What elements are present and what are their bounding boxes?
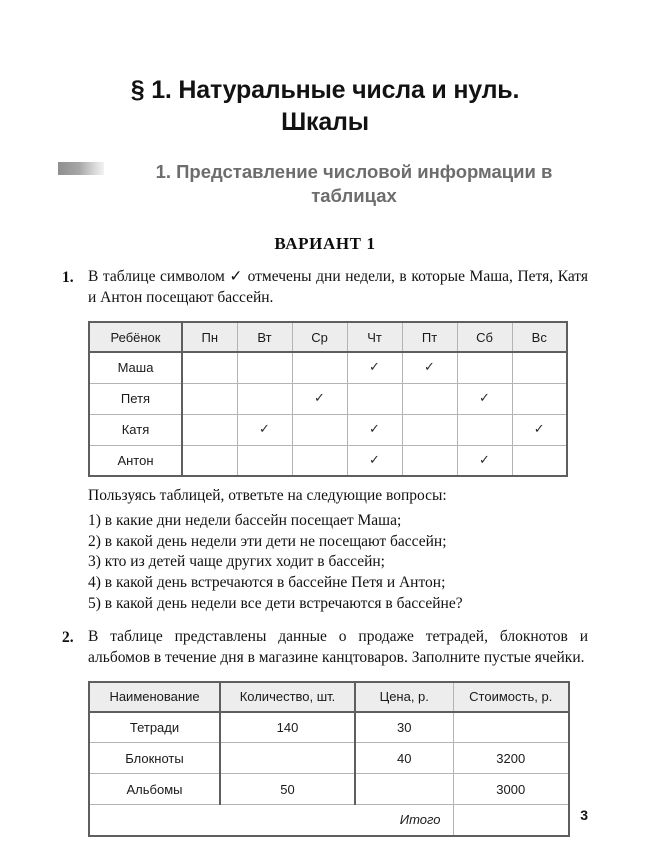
attendance-cell-empty[interactable] [182,414,237,445]
header-price: Цена, р. [355,682,453,712]
check-icon: ✓ [533,422,545,438]
check-icon: ✓ [369,360,380,376]
table-row [89,445,567,476]
table-row [89,383,567,414]
question-item: 3) кто из детей чаще других ходит в бассейн; [88,553,385,571]
child-name-cell: Петя [89,383,182,414]
table-row [89,712,569,743]
variant-label: ВАРИАНТ 1 [274,233,376,253]
section-heading-row [0,160,650,209]
sales-table-head [89,682,569,712]
attendance-cell-empty[interactable] [512,352,567,383]
header-fri: Пт [402,322,457,352]
questions-list [88,511,588,614]
header-sat: Сб [457,322,512,352]
pool-table-body [89,352,567,476]
attendance-cell-checked[interactable] [457,445,512,476]
attendance-cell-empty[interactable] [512,445,567,476]
child-name-cell: Катя [89,414,182,445]
attendance-cell-empty[interactable] [292,352,347,383]
header-sun: Вс [512,322,567,352]
table-header-row [89,322,567,352]
task-1-number: 1. [62,268,74,286]
table-header-row [89,682,569,712]
attendance-cell-empty[interactable] [292,414,347,445]
quantity-cell[interactable] [220,743,355,774]
sales-table-wrap [0,681,650,837]
child-name-cell: Маша [89,352,182,383]
attendance-cell-empty[interactable] [402,445,457,476]
item-name-cell[interactable]: Тетради [89,712,220,743]
attendance-cell-empty[interactable] [237,445,292,476]
section-marker-bar [58,162,104,175]
quantity-cell[interactable]: 140 [220,712,355,743]
header-tue: Вт [237,322,292,352]
attendance-cell-empty[interactable] [292,445,347,476]
table-row [89,414,567,445]
attendance-cell-checked[interactable] [347,414,402,445]
price-cell[interactable]: 30 [355,712,453,743]
attendance-cell-checked[interactable] [237,414,292,445]
check-icon: ✓ [479,452,490,468]
attendance-cell-checked[interactable] [292,383,347,414]
attendance-cell-empty[interactable] [182,352,237,383]
attendance-cell-empty[interactable] [512,383,567,414]
question-item: 2) в какой день недели эти дети не посещают бассейн; [88,532,447,550]
question-item: 1) в какие дни недели бассейн посещает Маша; [88,511,402,529]
attendance-cell-empty[interactable] [182,383,237,414]
pool-table-head [89,322,567,352]
check-icon: ✓ [369,452,380,468]
attendance-cell-empty[interactable] [347,383,402,414]
total-label-cell: Итого [89,805,453,836]
attendance-cell-empty[interactable] [182,445,237,476]
header-quantity: Количество, шт. [220,682,355,712]
attendance-cell-empty[interactable] [402,414,457,445]
header-item-name: Наименование [89,682,220,712]
attendance-cell-empty[interactable] [457,414,512,445]
attendance-cell-checked[interactable] [402,352,457,383]
questions-lead: Пользуясь таблицей, ответьте на следующие вопросы: [88,487,447,505]
header-thu: Чт [347,322,402,352]
check-icon: ✓ [424,360,435,376]
task-2-number: 2. [62,629,74,647]
question-item: 5) в какой день недели все дети встречаются в бассейне? [88,594,463,612]
attendance-cell-checked[interactable] [347,445,402,476]
pool-attendance-table [88,321,568,477]
attendance-cell-empty[interactable] [457,352,512,383]
attendance-cell-empty[interactable] [237,383,292,414]
attendance-cell-checked[interactable] [347,352,402,383]
attendance-cell-empty[interactable] [237,352,292,383]
quantity-cell[interactable]: 50 [220,774,355,805]
check-icon: ✓ [369,422,380,438]
price-cell[interactable] [355,774,453,805]
check-icon: ✓ [479,391,490,407]
total-value-cell[interactable] [453,805,569,836]
item-name-cell[interactable]: Блокноты [89,743,220,774]
pool-attendance-table-wrap [0,321,650,477]
attendance-cell-empty[interactable] [402,383,457,414]
task-1-body [88,267,588,308]
table-row [89,352,567,383]
section-title: 1. Представление числовой информации в таблицах [155,161,553,207]
attendance-cell-checked[interactable] [512,414,567,445]
header-cost: Стоимость, р. [453,682,569,712]
price-cell[interactable]: 40 [355,743,453,774]
sales-table [88,681,570,837]
question-item: 4) в какой день встречаются в бассейне Петя и Антон; [88,573,446,591]
header-mon: Пн [182,322,237,352]
cost-cell[interactable]: 3000 [453,774,569,805]
check-icon: ✓ [259,422,270,438]
item-name-cell[interactable]: Альбомы [89,774,220,805]
task-1-text: В таблице символом ✓ отмечены дни недели, в которые Маша, Петя, Катя и Антон посещают бассейн. [88,267,588,306]
child-name-cell: Антон [89,445,182,476]
sales-table-body [89,712,569,836]
chapter-title: § 1. Натуральные числа и нуль. Шкалы [130,76,520,136]
header-wed: Ср [292,322,347,352]
task-2 [0,627,650,668]
attendance-cell-checked[interactable] [457,383,512,414]
table-row [89,774,569,805]
header-child: Ребёнок [89,322,182,352]
task-1-questions-block [0,486,650,614]
cost-cell[interactable]: 3200 [453,743,569,774]
total-row [89,805,569,836]
table-row [89,743,569,774]
check-icon: ✓ [314,391,325,407]
page-number: 3 [580,807,588,823]
task-2-body [88,627,588,668]
task-1 [0,267,650,308]
cost-cell[interactable] [453,712,569,743]
task-2-text: В таблице представлены данные о продаже тетрадей, блокнотов и альбомов в течение дня в магазине канцтоваров. Заполните пустые ячейки. [88,628,588,666]
